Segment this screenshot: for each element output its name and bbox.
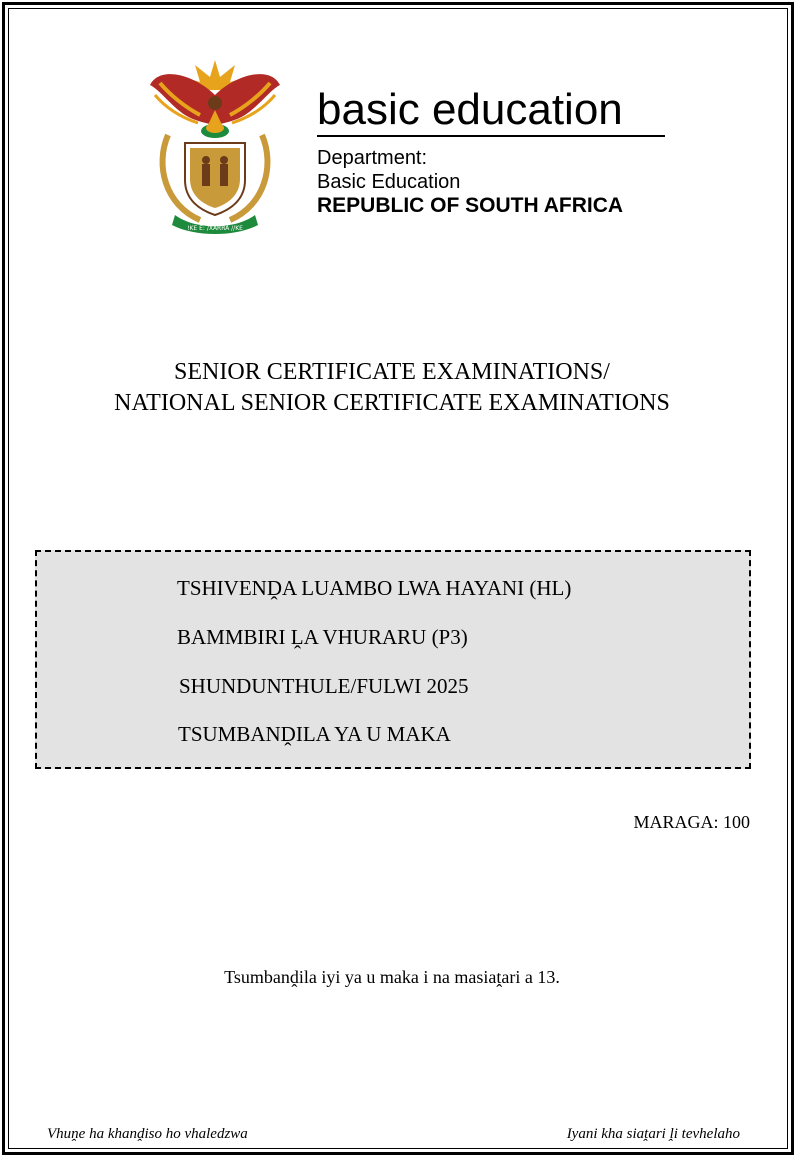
footer-continue-note: Iyani kha siaṱari ḽi tevhelaho [566,1126,740,1142]
subject-title: TSHIVENḒA LUAMBO LWA HAYANI (HL) [177,576,572,600]
page-count-note: Tsumbanḓila iyi ya u maka i na masiaṱari a 13. [224,967,560,987]
document-type: TSUMBANḒILA YA U MAKA [178,722,451,746]
exam-title-line-1: SENIOR CERTIFICATE EXAMINATIONS/ [174,359,610,385]
footer-copyright-note: Vhuṋe ha khanḓiso ho vhaledzwa [47,1126,248,1142]
department-name: Basic Education [317,171,461,193]
paper-number: BAMMBIRI ḼA VHURARU (P3) [177,625,468,649]
coat-of-arms-logo [140,55,290,235]
exam-title-line-2: NATIONAL SENIOR CERTIFICATE EXAMINATIONS [114,390,670,416]
country-name: REPUBLIC OF SOUTH AFRICA [317,194,624,217]
brand-title: basic education [317,85,623,134]
crest-motto: !KE E: /XARRA //KE [187,225,243,232]
brand-divider [317,135,665,137]
subject-box [35,550,751,769]
exam-session: SHUNDUNTHULE/FULWI 2025 [179,674,469,698]
total-marks: MARAGA: 100 [633,812,750,832]
department-label: Department: [317,147,428,169]
